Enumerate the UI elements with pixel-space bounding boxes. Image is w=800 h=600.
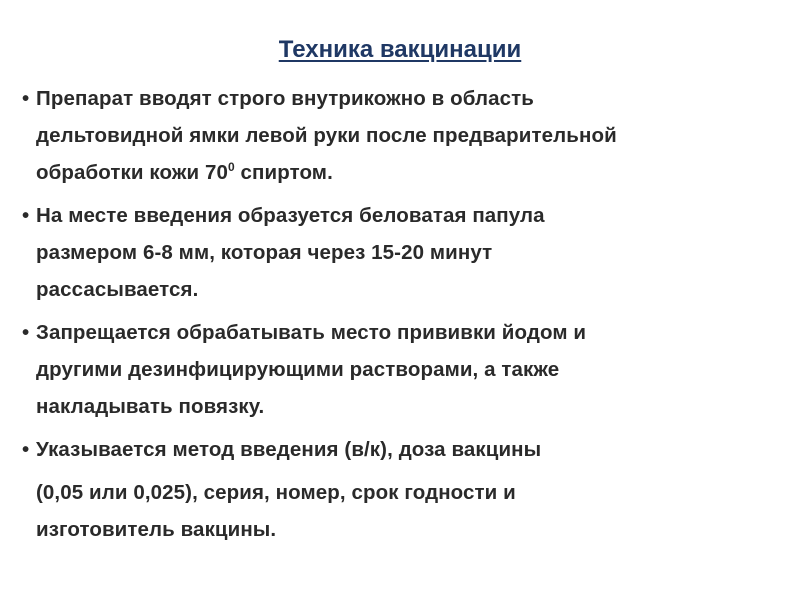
bullet-mark: • bbox=[22, 321, 30, 344]
bullet-list bbox=[22, 80, 792, 554]
bullet-text-line: (0,05 или 0,025), серия, номер, срок годности и bbox=[36, 481, 516, 504]
bullet-text-line: другими дезинфицирующими растворами, а также bbox=[36, 358, 560, 381]
bullet-text-line: Указывается метод введения (в/к), доза вакцины bbox=[36, 438, 542, 461]
bullet-text-line: изготовитель вакцины. bbox=[36, 518, 277, 541]
bullet-mark: • bbox=[22, 438, 30, 461]
bullet-mark: • bbox=[22, 204, 30, 227]
bullet-text-line: Запрещается обрабатывать место прививки йодом и bbox=[36, 321, 587, 344]
bullet-item bbox=[22, 431, 792, 548]
bullet-text-line: Препарат вводят строго внутрикожно в область bbox=[36, 87, 534, 110]
bullet-text-segment: обработки кожи 70 bbox=[36, 161, 228, 184]
bullet-text-line: накладывать повязку. bbox=[36, 395, 265, 418]
superscript-degree: 0 bbox=[227, 160, 235, 174]
slide-title: Техника вакцинации bbox=[278, 36, 522, 63]
bullet-text-line bbox=[36, 154, 792, 191]
bullet-item bbox=[22, 80, 792, 191]
bullet-text-line: рассасывается. bbox=[36, 278, 199, 301]
bullet-item bbox=[22, 314, 792, 425]
bullet-text-line: На месте введения образуется беловатая папула bbox=[36, 204, 545, 227]
bullet-text-line: размером 6-8 мм, которая через 15-20 минут bbox=[36, 241, 493, 264]
bullet-text-line: дельтовидной ямки левой руки после предварительной bbox=[36, 124, 617, 147]
bullet-mark: • bbox=[22, 87, 30, 110]
bullet-text-segment: спиртом. bbox=[234, 161, 333, 184]
bullet-item bbox=[22, 197, 792, 308]
